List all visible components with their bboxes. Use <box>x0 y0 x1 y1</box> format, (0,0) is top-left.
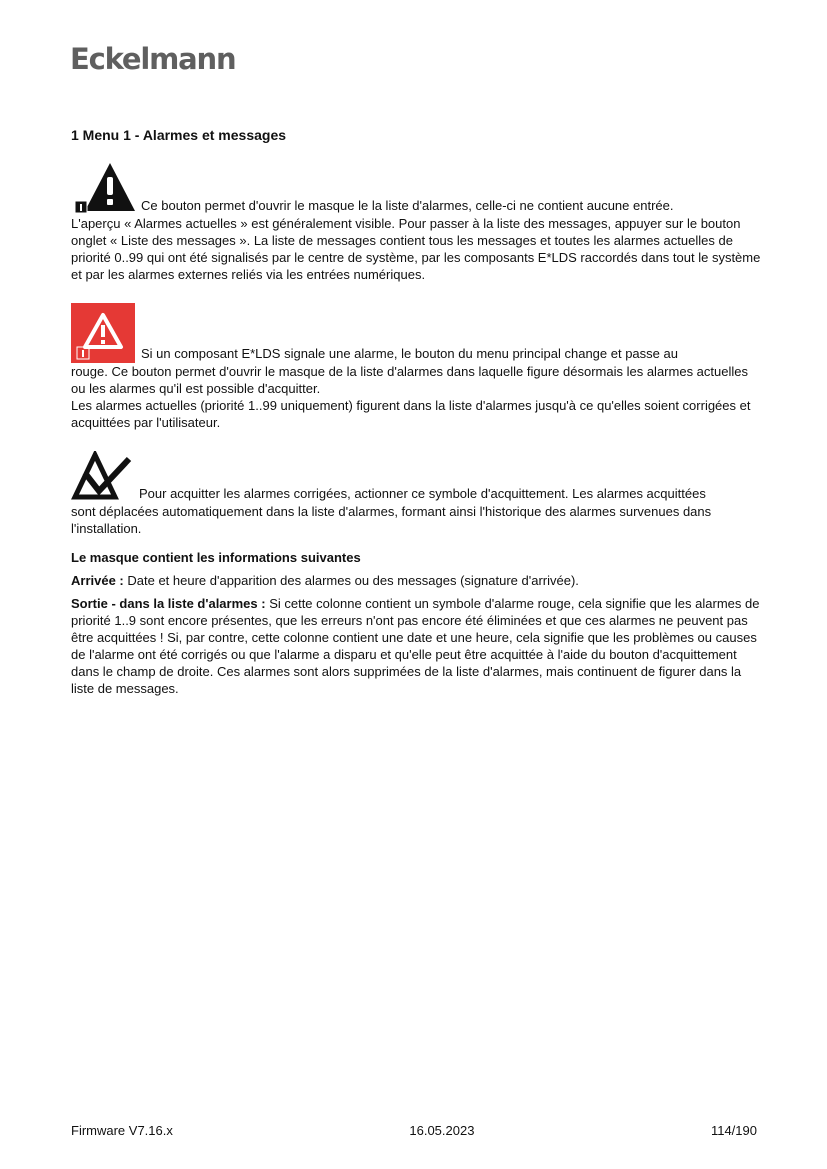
block3-first-line: Pour acquitter les alarmes corrigées, actionner ce symbole d'acquittement. Les alarmes acquittées <box>139 486 706 501</box>
arrival-text: Date et heure d'apparition des alarmes ou des messages (signature d'arrivée). <box>127 573 579 588</box>
page-footer <box>71 1123 757 1138</box>
section-title: 1 Menu 1 - Alarmes et messages <box>71 127 287 143</box>
alarm-list-block <box>71 161 761 283</box>
exit-definition <box>71 595 761 697</box>
exit-text: Si cette colonne contient un symbole d'alarme rouge, cela signifie que les alarmes de priorité 1..9 sont encore présentes, que les erreurs n'ont pas encore été éliminées et que ces alarmes ne peuvent pas être acquittées ! Si, par contre, cette colonne contient une date et une heure, cela signifie que les problèmes ou causes de l'alarme ont été corrigés ou que l'alarme a disparu et qu'elle peut être acquittée à l'aide du bouton d'acquittement dans le champ de droite. Ces alarmes sont alors supprimées de la liste d'alarmes, mais continuent de figurer dans la liste de messages. <box>71 596 760 696</box>
acknowledge-icon[interactable] <box>71 451 133 503</box>
exit-label: Sortie - dans la liste d'alarmes : <box>71 596 266 611</box>
footer-page-number: 114/190 <box>710 1123 757 1138</box>
block2-first-line: Si un composant E*LDS signale une alarme, le bouton du menu principal change et passe au <box>141 346 678 361</box>
warning-triangle-icon[interactable] <box>71 161 135 215</box>
company-logo: Eckelmann <box>70 42 236 76</box>
footer-date: 16.05.2023 <box>409 1123 475 1138</box>
red-alarm-block <box>71 303 761 431</box>
block3-text: sont déplacées automatiquement dans la liste d'alarmes, formant ainsi l'historique des alarmes survenues dans l'installation. <box>71 504 712 536</box>
footer-firmware: Firmware V7.16.x <box>71 1123 173 1138</box>
arrival-definition <box>71 572 761 589</box>
block2-text: rouge. Ce bouton permet d'ouvrir le masque de la liste d'alarmes dans laquelle figure désormais les alarmes actuelles ou les alarmes qu'il est possible d'acquitter. <box>71 364 748 396</box>
arrival-label: Arrivée : <box>71 573 124 588</box>
block2-text-2: Les alarmes actuelles (priorité 1..99 uniquement) figurent dans la liste d'alarmes jusqu'à ce qu'elles soient corrigées et acquittées par l'utilisateur. <box>71 398 751 430</box>
mask-heading: Le masque contient les informations suivantes <box>71 550 361 565</box>
block1-first-line: Ce bouton permet d'ouvrir le masque le la liste d'alarmes, celle-ci ne contient aucune entrée. <box>141 198 674 213</box>
block1-text: L'aperçu « Alarmes actuelles » est généralement visible. Pour passer à la liste des messages, appuyer sur le bouton onglet « Liste des messages ». La liste de messages contient tous les messages et toutes les alarmes actuelles de priorité 0..99 qui ont été signalisés par le centre de système, par les composants E*LDS raccordés dans tout le système et par les alarmes externes reliés via les entrées numériques. <box>71 216 761 282</box>
page-content <box>71 127 761 703</box>
acknowledge-block <box>71 451 761 537</box>
red-alarm-button-icon[interactable] <box>71 303 135 363</box>
